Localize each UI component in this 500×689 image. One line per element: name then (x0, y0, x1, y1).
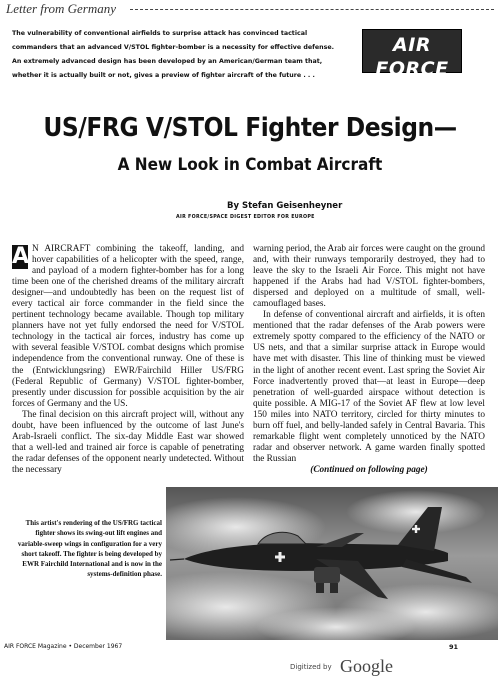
byline: By Stefan Geisenheyner (227, 201, 343, 211)
article-column-left (12, 244, 244, 476)
drop-cap: A (12, 244, 30, 269)
paragraph: In defense of conventional aircraft and airfields, it is often mentioned that the radar defenses of the Arab powers were extremely spotty compared to the efficiency of the NATO or US nets, and that a similar surprise attack in Europe would have met with disaster. This line of thinking must be viewed in the light of another recent event. Last spring the Soviet Air Force inadvertently proved that—at least in Europe—deep penetration of well-guarded airspace without detection is quite possible. A MIG-17 of the Soviet AF flew at low level 150 miles into NATO territory, circled for thirty minutes to burn off fuel, and belly-landed safely in Central Bavaria. This remarkable flight went completely unnoticed by the NATO radar and observer network. A game warden finally spotted the Russian (253, 310, 485, 464)
photo-caption: This artist's rendering of the US/FRG tactical fighter shows its swing-out lift engines and variable-sweep wings in configuration for a very short takeoff. The fighter is being developed by EWR Fairchild International and is now in the systems-definition phase. (17, 519, 162, 579)
air-force-badge (362, 29, 462, 89)
paragraph (12, 244, 244, 410)
badge-title: AIR FORCE (375, 34, 449, 80)
kicker-rule (130, 9, 494, 10)
section-kicker: Letter from Germany (6, 1, 117, 16)
page-subtitle: A New Look in Combat Aircraft (117, 155, 383, 175)
footer-magazine: AIR FORCE Magazine • December 1967 (4, 643, 123, 650)
paragraph: warning period, the Arab air forces were caught on the ground and, with their runways temporarily destroyed, they had to leave the sky to the Israeli Air Force. This might not have happened if the Arabs had had V/STOL fighter-bombers, dispersed and deployed on a multitude of small, well-camouflaged bases. (253, 244, 485, 310)
paragraph: The final decision on this aircraft project will, without any doubt, have been influenced by the outcome of last June's Arab-Israeli conflict. The six-day Middle East war showed that a well-led and trained air force is capable of penetrating the radar defenses of the opponent nearly undetected. Without the necessary (12, 409, 244, 475)
article-column-right (253, 244, 485, 476)
google-logo: Google (340, 656, 393, 676)
paragraph-text: N AIRCRAFT combining the takeoff, landing, and hover capabilities of a helicopter with the speed, range, and payload of a modern fighter-bomber has for a long time been one of the cherished dreams of the military aircraft designer—and undoubtedly has been on the request list of every tactical air force commander in the field since the pertinent technology became available. Though top military planners have not yet fully endorsed the need for V/STOL technology in the tactical air forces, industry has come up with several feasible V/STOL combat designs which promise independence from the conventional runway. One of these is the (Entwicklungsring) EWR/Fairchild Hiller US/FRG (Federal Republic of Germany) V/STOL fighter-bomber, presently under discussion for possible acquisition by the air forces of Germany and the US. (12, 244, 244, 409)
page-number: 91 (449, 643, 459, 651)
fighter-illustration (166, 487, 498, 640)
digitized-by-text: Digitized by (290, 663, 332, 671)
page-title: US/FRG V/STOL Fighter Design— (43, 113, 457, 143)
intro-paragraph: The vulnerability of conventional airfields to surprise attack has convinced tactical commanders that an advanced V/STOL fighter-bomber is a necessity for effective defense. An extremely advanced design has been developed by an American/German team that, whether it is actually built or not, gives a preview of fighter aircraft of the future . . . (12, 30, 335, 79)
continued-note: (Continued on following page) (310, 464, 428, 475)
badge-date: DECEMBER, 1967 (375, 82, 449, 89)
byline-title: AIR FORCE/SPACE DIGEST EDITOR FOR EUROPE (176, 215, 315, 220)
